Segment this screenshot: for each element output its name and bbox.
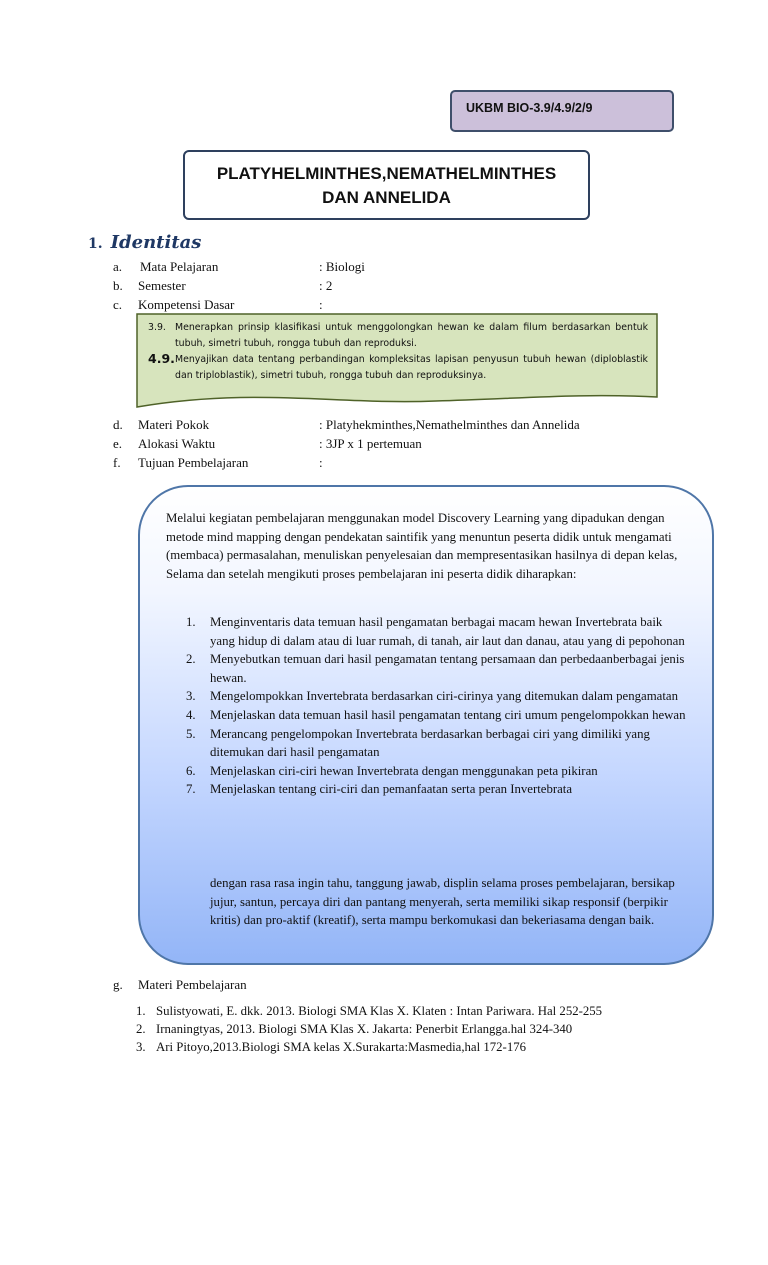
tujuan-closing: dengan rasa rasa ingin tahu, tanggung jawab, displin selama proses pembelajaran, bersikap jujur, santun, percaya diri dan pantang menyerah, serta memiliki sikap responsif (berpikir kritis) dan pro-aktif (kreatif), serta mampu berkomukasi dan bekeriasama dengan baik. (210, 876, 675, 928)
title-line-2: DAN ANNELIDA (322, 188, 451, 207)
list-item: 4. Menjelaskan data temuan hasil hasil pengamatan tentang ciri umum pengelompokkan hewan (186, 707, 686, 722)
kompetensi-text: Menyajikan data tentang perbandingan kompleksitas lapisan penyusun tubuh hewan (diploblastik dan triploblastik), simetri tubuh, rongga tubuh dan reproduksinya. (175, 354, 648, 381)
kompetensi-code: 4.9. (148, 351, 175, 366)
kompetensi-list (148, 320, 648, 384)
section-number: 1. (88, 236, 103, 252)
reference-item: 3. Ari Pitoyo,2013.Biologi SMA kelas X.Surakarta:Masmedia,hal 172-176 (136, 1040, 527, 1054)
identity-row-a: a. Mata Pelajaran : Biologi (113, 259, 365, 274)
title-box (183, 150, 590, 220)
identity-row-e: e. Alokasi Waktu : 3JP x 1 pertemuan (113, 436, 422, 451)
tujuan-list (186, 613, 686, 799)
list-item: 2. Menyebutkan temuan dari hasil pengamatan tentang persamaan dan perbedaanberbagai jenis hewan. (186, 652, 685, 685)
identity-row-b: b. Semester : 2 (113, 278, 333, 293)
identity-row-d: d. Materi Pokok : Platyhekminthes,Nemathelminthes dan Annelida (113, 417, 580, 432)
identity-row-f: f. Tujuan Pembelajaran : (113, 455, 323, 470)
reference-item: 1. Sulistyowati, E. dkk. 2013. Biologi SMA Klas X. Klaten : Intan Pariwara. Hal 252-255 (136, 1004, 603, 1018)
tujuan-intro: Melalui kegiatan pembelajaran menggunakan model Discovery Learning yang dipadukan dengan metode mind mapping dengan pendekatan saintifik yang menuntun peserta didik untuk mengamati (membaca) permasalahan, menuliskan penyelesaian dan mempresentasikan hasilnya di depan kelas, Selama dan setelah mengikuti proses pembelajaran ini peserta didik diharapkan: (166, 511, 678, 581)
section-title: Identitas (110, 232, 202, 253)
reference-item: 2. Irnaningtyas, 2013. Biologi SMA Klas X. Jakarta: Penerbit Erlangga.hal 324-340 (136, 1022, 573, 1036)
kompetensi-text: Menerapkan prinsip klasifikasi untuk menggolongkan hewan ke dalam filum berdasarkan bentuk tubuh, simetri tubuh, rongga tubuh dan reproduksi. (175, 322, 648, 349)
document-code: UKBM BIO-3.9/4.9/2/9 (466, 101, 593, 115)
list-item: 6. Menjelaskan ciri-ciri hewan Invertebrata dengan menggunakan peta pikiran (186, 763, 598, 778)
title-line-1: PLATYHELMINTHES,NEMATHELMINTHES (216, 164, 557, 183)
kompetensi-item (148, 352, 648, 384)
list-item: 7. Menjelaskan tentang ciri-ciri dan pemanfaatan serta peran Invertebrata (186, 782, 573, 797)
kompetensi-code: 3.9. (148, 322, 166, 333)
reference-list (136, 1002, 602, 1056)
section-heading (88, 232, 201, 253)
document-code-box (450, 90, 674, 132)
list-item: 1. Menginventaris data temuan hasil pengamatan berbagai macam hewan Invertebrata baik yang hidup di dalam atau di luar rumah, di tanah, air laut dan danau, atau yang di pepohonan (186, 615, 685, 648)
identity-row-c: c. Kompetensi Dasar : (113, 297, 323, 312)
list-item: 5. Merancang pengelompokan Invertebrata berdasarkan berbagai ciri yang dimiliki yang ditemukan dari hasil pengamatan (186, 726, 650, 760)
identity-row-g: g. Materi Pembelajaran (113, 977, 247, 992)
list-item: 3. Mengelompokkan Invertebrata berdasarkan ciri-cirinya yang ditemukan dalam pengamatan (186, 689, 678, 704)
kompetensi-item (148, 320, 648, 352)
